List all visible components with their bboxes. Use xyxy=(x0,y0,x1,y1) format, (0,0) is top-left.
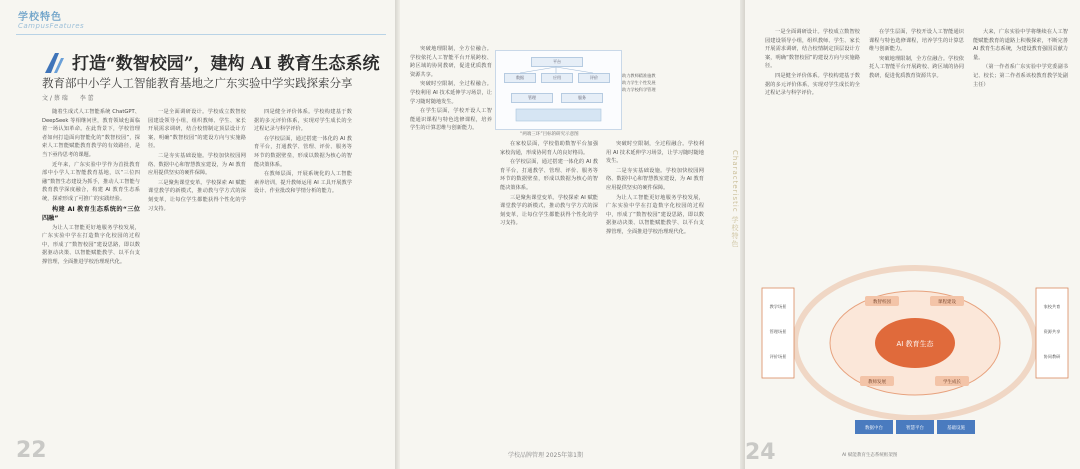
figure-caption: “两端三环”目标的研究示意图 xyxy=(520,132,579,137)
paragraph: 为让人工智能更好地服务学校发展，广东实验中学在打造数字化校园的过程中，形成了“数智校园”建设思路，即以数据驱动决策、以智能赋能教学、以平台支撑管理，全面推进学校治理现代化。 xyxy=(42,224,140,265)
legend-item: 助力学校科学管理 xyxy=(622,87,656,92)
paragraph: 在学校层面，通过搭建一体化的 AI 教育平台，打通教学、管理、评价、服务等环节的数据壁垒，形成以数据为核心的智能决策体系。 xyxy=(254,135,352,168)
paragraph: 在教师层面，开展系统化的人工智能素养培训，提升教师运用 AI 工具开展教学设计、作业批改和学情分析的能力。 xyxy=(254,171,352,195)
section-title: 学校特色 xyxy=(18,12,62,23)
header-divider xyxy=(16,34,386,35)
diagram-box: 数据 xyxy=(504,73,536,83)
magazine-footer: 学校品牌管理 2025年第1期 xyxy=(508,452,583,459)
byline: 文 / 蔡 瑞 李 蕾 xyxy=(42,95,94,102)
ecosystem-diagram xyxy=(760,248,1070,448)
paragraph: 突破时空限制，全过程融合。学校利用 AI 技术延伸学习场景，让学习随时随地发生。 xyxy=(606,141,704,165)
paragraph: 突破时空限制，全过程融合。学校利用 AI 技术延伸学习场景，让学习随时随地发生。 xyxy=(410,81,492,105)
legend-item: 助力学生个性发展 xyxy=(622,80,656,85)
column-7 xyxy=(765,28,860,233)
ring-label: 教师发展 xyxy=(868,380,886,385)
diagram-box: 管理 xyxy=(511,93,553,103)
column-2 xyxy=(148,108,246,440)
paragraph: 在学校层面，通过搭建一体化的 AI 教育平台，打通教学、管理、评价、服务等环节的数据壁垒，形成以数据为核心的智能决策体系。 xyxy=(500,159,598,191)
paragraph: （第一作者系广东实验中学党委副书记、校长；第二作者系该校教育教学处副主任） xyxy=(973,64,1068,88)
paragraph: 为让人工智能更好地服务学校发展，广东实验中学在打造数字化校园的过程中，形成了“数智校园”建设思路，即以数据驱动决策、以智能赋能教学、以平台支撑管理，全面推进学校治理现代化。 xyxy=(606,194,704,235)
paragraph: 二是夯实基础设施。学校加快校园网络、数据中心和智慧教室建设，为 AI 教育应用提供坚实的硬件保障。 xyxy=(148,152,246,177)
paragraph: 一是全面调研设计。学校成立数智校园建设领导小组，组织教师、学生、家长开展需求调研，结合校情制定顶层设计方案，明确“数智校园”的建设方向与实施路径。 xyxy=(148,109,246,150)
article-title: 打造“数智校园”，建构 AI 教育生态系统 xyxy=(72,54,380,74)
ring-label: 学生成长 xyxy=(943,380,961,385)
vertical-section-tag: Characteristic 学校特色 xyxy=(731,150,739,248)
paragraph: 近年来，广东实验中学作为首批教育部中小学人工智能教育基地，以“三位四融”数智生态建设为抓手，推动人工智能与教育教学深度融合，构建 AI 教育生态系统，探索形成了可推广的实践经验。 xyxy=(42,161,140,202)
left-label: 教学场景 xyxy=(769,304,787,309)
figure-caption: AI 赋能教育生态系统框架图 xyxy=(842,453,898,458)
column-4 xyxy=(410,45,492,440)
diagram-box: 服务 xyxy=(561,93,603,103)
right-label: 协同教研 xyxy=(1043,354,1061,359)
article-subtitle: 教育部中小学人工智能教育基地之广东实验中学实践探索分享 xyxy=(42,76,353,90)
column-6 xyxy=(606,140,704,440)
bottom-label: 数据中台 xyxy=(865,426,883,431)
diagram-arrows xyxy=(496,51,621,129)
diagram-box: 平台 xyxy=(531,57,583,67)
diagram-box: 应用 xyxy=(541,73,573,83)
paragraph: 在学生层面，学校开设人工智能通识课程与特色选修课程，培养学生的计算思维与创新能力。 xyxy=(410,108,492,132)
center-label: AI 教育生态 xyxy=(896,340,934,348)
diagram-box: 评价 xyxy=(578,73,610,83)
page-number: 24 xyxy=(745,440,776,465)
paragraph: 在学生层面，学校开设人工智能通识课程与特色选修课程，培养学生的计算思维与创新能力。 xyxy=(869,29,964,53)
paragraph: 随着生成式人工智能系统 ChatGPT、DeepSeek 等相继问世，教育领域也面临着一场认知革命。在此背景下，学校管理者如何打造面向智能化的“数智校园”，探索人工智能赋能教育教学的有效路径，是当下亟待思考的课题。 xyxy=(42,109,140,158)
section-subtitle: CampusFeatures xyxy=(18,22,85,30)
paragraph: 四是健全评价体系。学校构建基于数据的多元评价体系，实现对学生成长的全过程记录与科学评价。 xyxy=(254,109,352,133)
paragraph: 突破地理限制，全方位融合。学校依托人工智能平台开展跨校、跨区域的协同教研，促进优质教育资源共享。 xyxy=(410,46,492,78)
page-number: 22 xyxy=(16,438,47,463)
paragraph: 三是聚焦课堂变革。学校探索 AI 赋能课堂教学的新模式，推动教与学方式的深刻变革，让每位学生都能获得个性化的学习支持。 xyxy=(500,194,598,227)
right-label: 资源共享 xyxy=(1043,329,1061,334)
ring-label: 数智校园 xyxy=(873,300,891,305)
paragraph: 四是健全评价体系。学校构建基于数据的多元评价体系，实现对学生成长的全过程记录与科学评价。 xyxy=(765,72,860,97)
column-3 xyxy=(254,108,352,440)
left-label: 评价场景 xyxy=(769,354,787,359)
figure-legend xyxy=(622,72,702,93)
paragraph: 突破地理限制，全方位融合。学校依托人工智能平台开展跨校、跨区域的协同教研，促进优质教育资源共享。 xyxy=(869,55,964,79)
column-1 xyxy=(42,108,140,440)
right-label: 家校共育 xyxy=(1043,304,1061,309)
paragraph: 三是聚焦课堂变革。学校探索 AI 赋能课堂教学的新模式，推动教与学方式的深刻变革，让每位学生都能获得个性化的学习支持。 xyxy=(148,179,246,212)
paragraph: 在家校层面，学校借助数智平台加强家校沟通，形成协同育人的良好格局。 xyxy=(500,141,598,156)
section-heading: 构建 AI 教育生态系统的“三位四融” xyxy=(42,205,140,222)
paragraph: 一是全面调研设计。学校成立数智校园建设领导小组，组织教师、学生、家长开展需求调研，结合校情制定顶层设计方案，明确“数智校园”的建设方向与实施路径。 xyxy=(765,29,860,70)
paragraph: 二是夯实基础设施。学校加快校园网络、数据中心和智慧教室建设，为 AI 教育应用提供坚实的硬件保障。 xyxy=(606,167,704,191)
legend-item: 助力教师精准施教 xyxy=(622,73,656,78)
bottom-label: 智慧平台 xyxy=(906,426,924,431)
column-9 xyxy=(973,28,1068,233)
column-5 xyxy=(500,140,598,440)
bottom-label: 基础设施 xyxy=(947,426,965,431)
article-logo-icon xyxy=(42,50,68,76)
paragraph: 大来，广东实验中学将继续在人工智能赋能教育的道路上积极探索，不断完善 AI 教育生态系统，为建设教育强国贡献力量。 xyxy=(973,29,1068,61)
left-label: 管理场景 xyxy=(769,329,787,334)
ring-label: 课程建设 xyxy=(938,300,956,305)
figure-diagram xyxy=(495,50,622,130)
column-8 xyxy=(869,28,964,233)
page-left xyxy=(0,0,395,469)
